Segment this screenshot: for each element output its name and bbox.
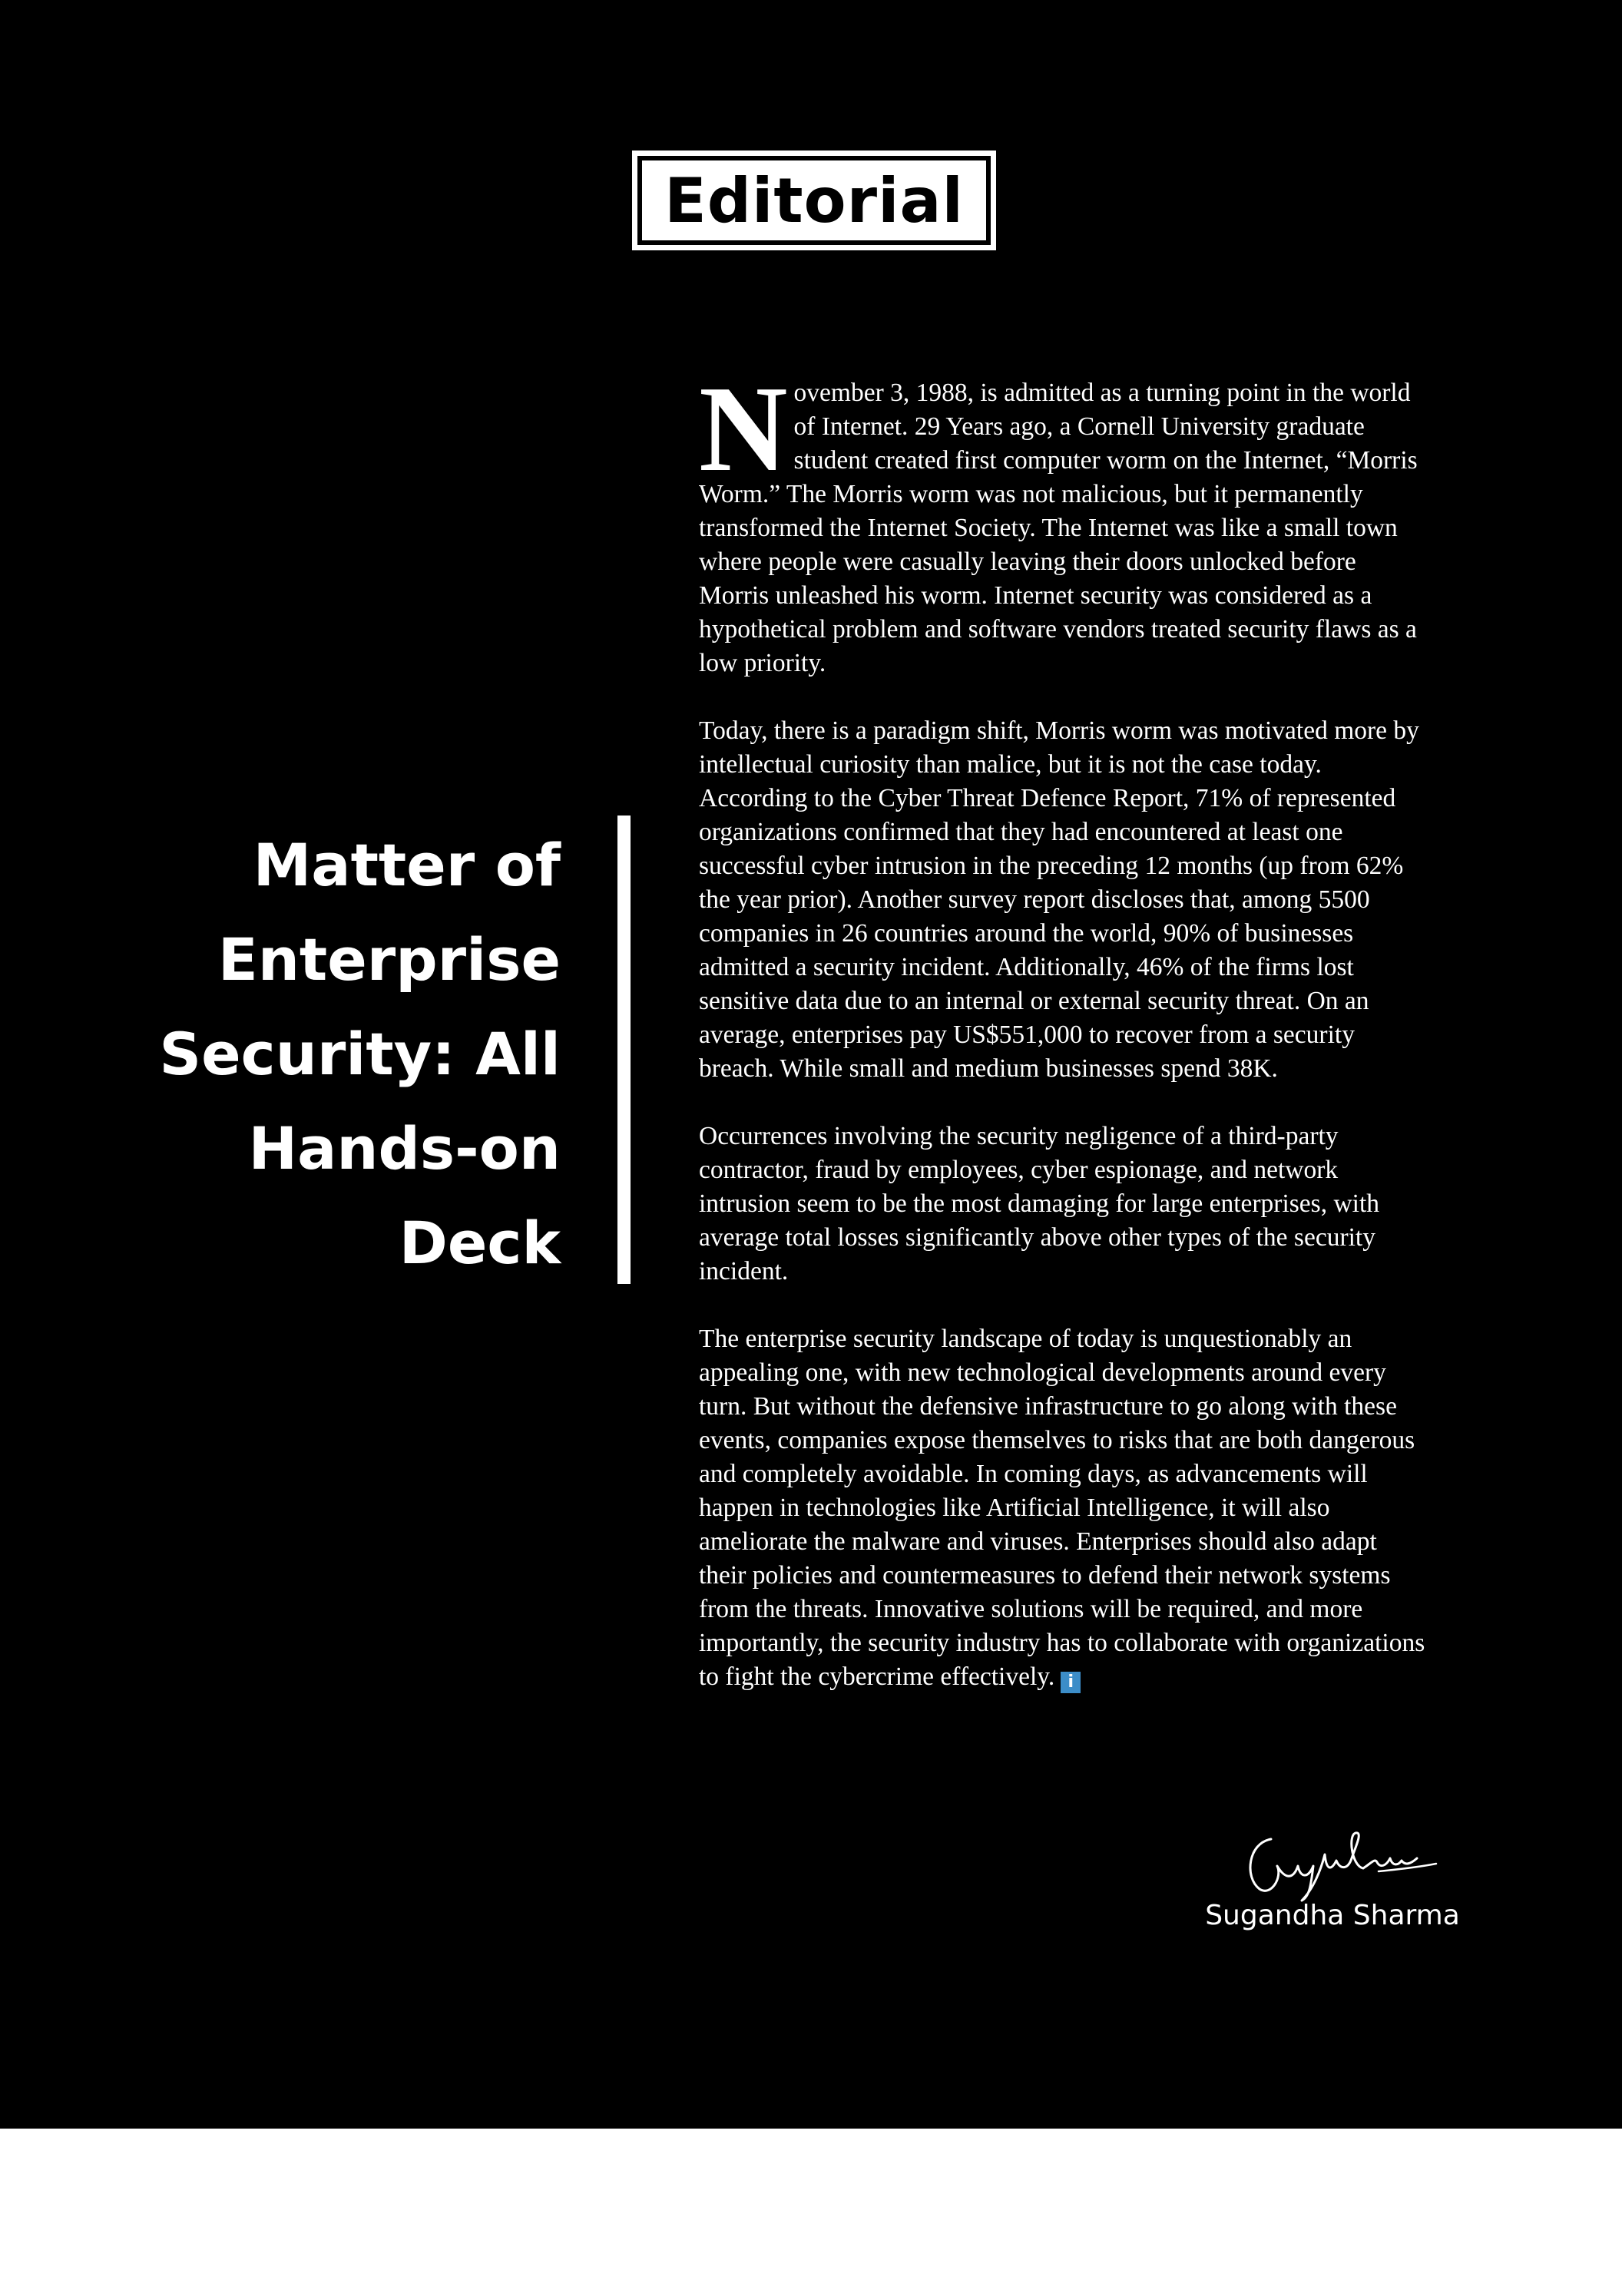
headline-line: Hands-on [248,1114,561,1183]
vertical-divider [617,816,631,1284]
author-name: Sugandha Sharma [1205,1900,1460,1931]
author-signature [1240,1824,1440,1908]
article-body [699,360,1428,1728]
headline [115,818,561,1290]
section-label-box [632,151,996,250]
end-of-article-icon: i [1061,1672,1081,1693]
headline-line: Matter of [253,831,561,899]
section-label: Editorial [637,156,991,245]
headline-line: Deck [399,1209,561,1277]
headline-line: Enterprise [217,925,561,994]
article-paragraph [699,1322,1428,1694]
article-paragraph [699,360,1428,680]
article-paragraph: Today, there is a paradigm shift, Morris worm was motivated more by intellectual curiosity than malice, but it is not the case today. According to the Cyber Threat Defence Report, 71% of represented organizations confirmed that they had encountered at least one successful cyber intrusion in the preceding 12 months (up from 62% the year prior). Another survey report discloses that, among 5500 companies in 26 countries around the world, 90% of businesses admitted a security incident. Additionally, 46% of the firms lost sensitive data due to an internal or external security threat. On an average, enterprises pay US$551,000 to recover from a security breach. While small and medium businesses spend 38K. [699,716,1419,1083]
paragraph-text: ovember 3, 1988, is admitted as a turning point in the world of Internet. 29 Years ago, a Cornell University graduate student created first computer worm on the Internet, “Morris Worm.” The Morris worm was not malicious, but it permanently transformed the Internet Society. The Internet was like a small town where people were casually leaving their doors unlocked before Morris unleashed his worm. Internet security was considered as a hypothetical problem and software vendors treated security flaws as a low priority. [699,379,1418,677]
headline-line: Security: All [159,1020,561,1088]
drop-cap: N [699,360,788,497]
article-paragraph: Occurrences involving the security negligence of a third-party contractor, fraud by employees, cyber espionage, and network intrusion seem to be the most damaging for large enterprises, with average total losses significantly above other types of the security incident. [699,1122,1379,1285]
paragraph-text: The enterprise security landscape of today is unquestionably an appealing one, with new technological developments around every turn. But without the defensive infrastructure to go along with these events, companies expose themselves to risks that are both dangerous and completely avoidable. In coming days, as advancements will happen in technologies like Artificial Intelligence, it will also ameliorate the malware and viruses. Enterprises should also adapt their policies and countermeasures to defend their network systems from the threats. Innovative solutions will be required, and more importantly, the security industry has to collaborate with organizations to fight the cybercrime effectively. [699,1325,1425,1691]
